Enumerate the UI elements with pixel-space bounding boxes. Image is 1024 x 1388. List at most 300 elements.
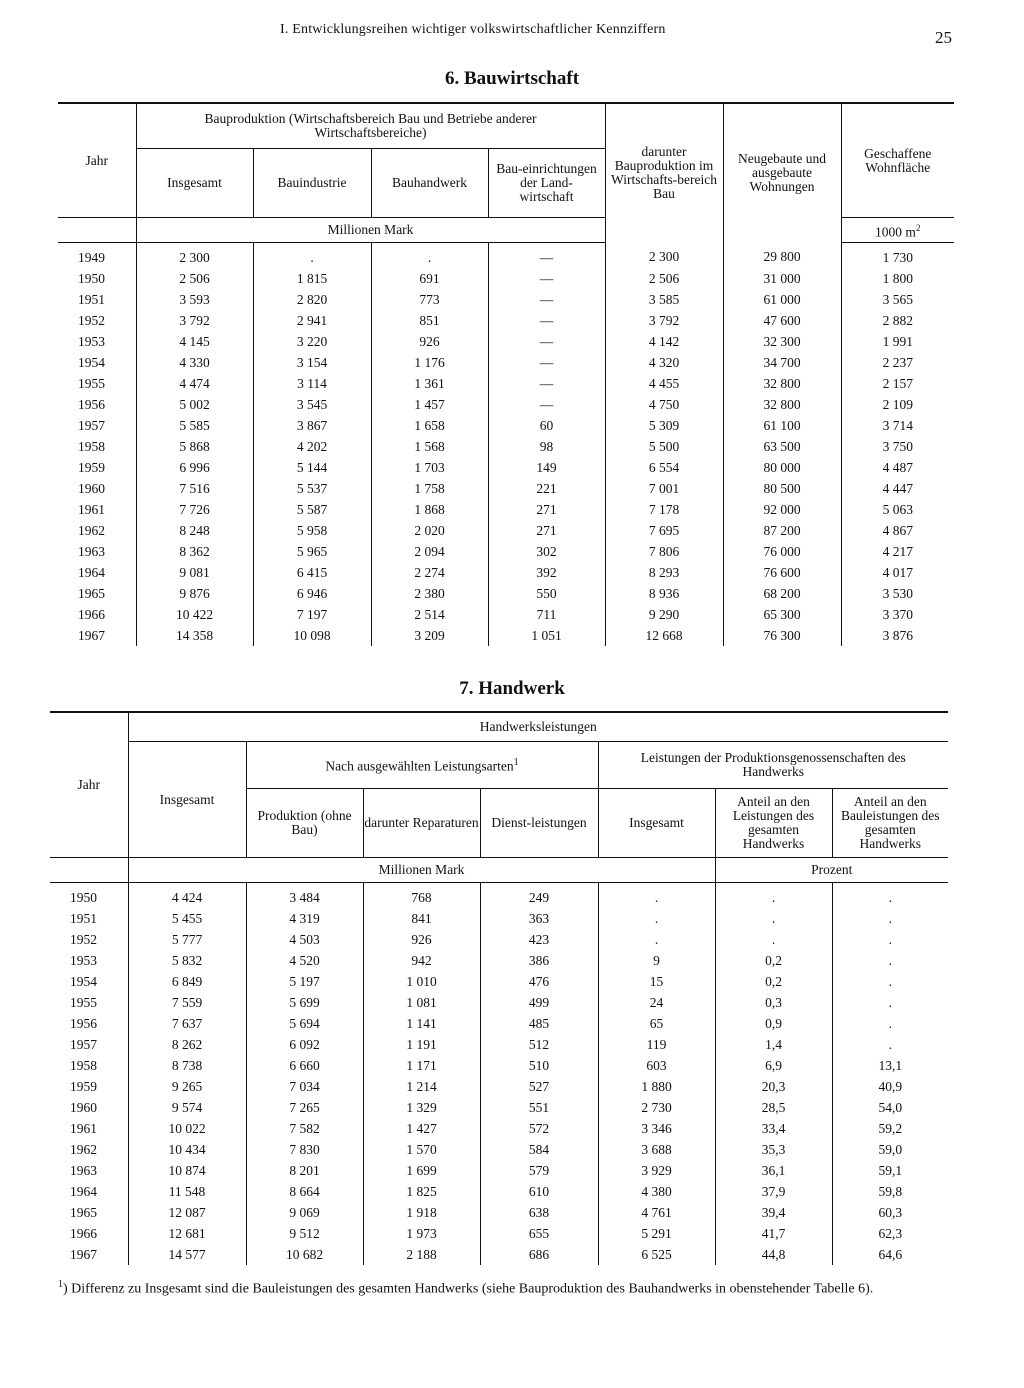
reparaturen-cell: 1 081 [363,992,480,1013]
insgesamt-cell: 5 868 [136,436,253,457]
reparaturen-cell: 1 141 [363,1013,480,1034]
produktion-cell: 7 830 [246,1139,363,1160]
dienstleistungen-cell: 551 [480,1097,598,1118]
darunter-bau-cell: 4 455 [605,373,723,394]
dienstleistungen-cell: 579 [480,1160,598,1181]
year-cell: 1962 [78,522,105,538]
dienstleistungen-cell: 510 [480,1055,598,1076]
table-row [50,1013,948,1034]
bauhandwerk-cell: 1 658 [371,415,488,436]
dienstleistungen-header: Dienst-leistungen [480,789,598,858]
wohnflaeche-cell: 4 487 [841,457,954,478]
reparaturen-cell: 2 188 [363,1244,480,1265]
wohnungen-cell: 63 500 [723,436,841,457]
wohnflaeche-cell: 1 800 [841,268,954,289]
landwirtschaft-cell: — [488,268,605,289]
darunter-bau-cell: 12 668 [605,625,723,646]
bauhandwerk-cell: . [371,243,488,269]
produktion-cell: 8 664 [246,1181,363,1202]
table-row [50,1034,948,1055]
insgesamt-header: Insgesamt [128,742,246,858]
year-cell: 1963 [70,1162,97,1178]
year-cell: 1966 [70,1225,97,1241]
reparaturen-cell: 1 973 [363,1223,480,1244]
wohnflaeche-cell: 1 730 [841,243,954,269]
insgesamt-cell: 10 022 [128,1118,246,1139]
anteil-leistungen-cell: 41,7 [715,1223,832,1244]
table-row [50,1223,948,1244]
year-cell: 1952 [78,312,105,328]
insgesamt-cell: 4 145 [136,331,253,352]
insgesamt-cell: 5 585 [136,415,253,436]
year-cell: 1961 [70,1120,97,1136]
wohnflaeche-cell: 4 867 [841,520,954,541]
wohnungen-cell: 76 300 [723,625,841,646]
insgesamt-cell: 8 262 [128,1034,246,1055]
dienstleistungen-cell: 423 [480,929,598,950]
insgesamt-cell: 10 434 [128,1139,246,1160]
wohnungen-cell: 76 000 [723,541,841,562]
year-header: Jahr [58,103,136,218]
produktion-cell: 4 503 [246,929,363,950]
table-row [58,268,954,289]
pgh-insgesamt-cell: . [598,929,715,950]
table-row [58,604,954,625]
anteil-leistungen-cell: . [715,929,832,950]
year-cell: 1963 [78,543,105,559]
reparaturen-cell: 1 191 [363,1034,480,1055]
table-row [58,499,954,520]
table-row [50,1097,948,1118]
darunter-bau-cell: 2 300 [605,243,723,269]
insgesamt-cell: 6 849 [128,971,246,992]
bauhandwerk-cell: 851 [371,310,488,331]
anteil-bauleistungen-cell: 60,3 [832,1202,948,1223]
anteil-bauleistungen-cell: 59,2 [832,1118,948,1139]
anteil-leistungen-cell: 0,2 [715,950,832,971]
anteil-leistungen-cell: 36,1 [715,1160,832,1181]
table7-title: 7. Handwerk [459,678,565,699]
year-cell: 1953 [70,952,97,968]
wohnflaeche-cell: 2 237 [841,352,954,373]
bauhandwerk-cell: 2 380 [371,583,488,604]
year-cell: 1957 [78,417,105,433]
wohnungen-cell: 65 300 [723,604,841,625]
pgh-insgesamt-cell: 9 [598,950,715,971]
year-cell: 1955 [78,375,105,391]
dienstleistungen-cell: 512 [480,1034,598,1055]
page-number: 25 [935,28,952,47]
bauindustrie-cell: 10 098 [253,625,371,646]
dienstleistungen-cell: 655 [480,1223,598,1244]
table-handwerk [50,711,948,1265]
anteil-bauleistungen-cell: 64,6 [832,1244,948,1265]
table-row [50,1202,948,1223]
anteil-leistungen-header: Anteil an den Leistungen des gesamten Handwerks [715,789,832,858]
landwirtschaft-cell: 271 [488,499,605,520]
pgh-insgesamt-cell: 3 688 [598,1139,715,1160]
anteil-bauleistungen-cell: . [832,1034,948,1055]
reparaturen-cell: 942 [363,950,480,971]
dienstleistungen-cell: 527 [480,1076,598,1097]
reparaturen-cell: 768 [363,883,480,909]
wohnungen-header: Neugebaute und ausgebaute Wohnungen [723,103,841,243]
reparaturen-cell: 1 918 [363,1202,480,1223]
bauhandwerk-cell: 1 568 [371,436,488,457]
anteil-leistungen-cell: 35,3 [715,1139,832,1160]
produktion-cell: 7 582 [246,1118,363,1139]
anteil-bauleistungen-cell: 13,1 [832,1055,948,1076]
year-cell: 1955 [70,994,97,1010]
wohnflaeche-header: Geschaffene Wohnfläche [841,103,954,218]
wohnungen-cell: 80 500 [723,478,841,499]
anteil-bauleistungen-cell: 62,3 [832,1223,948,1244]
table-row [50,908,948,929]
insgesamt-cell: 4 474 [136,373,253,394]
anteil-bauleistungen-cell: . [832,883,948,909]
table-row [58,352,954,373]
anteil-leistungen-cell: 28,5 [715,1097,832,1118]
table-row [58,394,954,415]
table-row [58,436,954,457]
wohnungen-cell: 61 000 [723,289,841,310]
pgh-insgesamt-cell: 15 [598,971,715,992]
pgh-insgesamt-header: Insgesamt [598,789,715,858]
wohnungen-cell: 87 200 [723,520,841,541]
anteil-bauleistungen-cell: . [832,950,948,971]
footnote [58,1277,948,1298]
landwirtschaft-cell: 392 [488,562,605,583]
bauindustrie-cell: 5 587 [253,499,371,520]
footnote-text: Differenz zu Insgesamt sind die Bauleistungen des gesamten Handwerks (siehe Bauproduktion des Bauhandwerks in obenstehender Tabelle 6). [71,1281,874,1297]
bauhandwerk-cell: 1 361 [371,373,488,394]
insgesamt-cell: 9 081 [136,562,253,583]
anteil-bauleistungen-cell: 54,0 [832,1097,948,1118]
insgesamt-cell: 5 455 [128,908,246,929]
insgesamt-cell: 7 726 [136,499,253,520]
landwirtschaft-cell: 302 [488,541,605,562]
darunter-bau-cell: 2 506 [605,268,723,289]
pgh-insgesamt-cell: . [598,883,715,909]
running-title: I. Entwicklungsreihen wichtiger volkswirtschaftlicher Kennziffern [280,22,666,37]
pgh-insgesamt-cell: 1 880 [598,1076,715,1097]
bauindustrie-cell: . [253,243,371,269]
insgesamt-cell: 9 876 [136,583,253,604]
anteil-bauleistungen-cell: . [832,992,948,1013]
year-cell: 1964 [78,564,105,580]
wohnflaeche-cell: 1 991 [841,331,954,352]
anteil-bauleistungen-cell: 59,8 [832,1181,948,1202]
table-row [50,883,948,909]
bauindustrie-cell: 6 415 [253,562,371,583]
anteil-bauleistungen-cell: 40,9 [832,1076,948,1097]
reparaturen-cell: 841 [363,908,480,929]
wohnflaeche-cell: 3 714 [841,415,954,436]
wohnungen-cell: 32 800 [723,394,841,415]
dienstleistungen-cell: 572 [480,1118,598,1139]
bauindustrie-cell: 5 144 [253,457,371,478]
wohnflaeche-cell: 3 876 [841,625,954,646]
year-cell: 1951 [70,910,97,926]
landwirtschaft-cell: — [488,352,605,373]
reparaturen-cell: 1 329 [363,1097,480,1118]
dienstleistungen-cell: 584 [480,1139,598,1160]
table-row [50,929,948,950]
anteil-leistungen-cell: . [715,883,832,909]
year-cell: 1960 [78,480,105,496]
year-cell: 1967 [78,627,105,643]
unit-prozent: Prozent [715,858,948,883]
table-row [58,310,954,331]
year-cell: 1962 [70,1141,97,1157]
insgesamt-cell: 2 506 [136,268,253,289]
wohnungen-cell: 68 200 [723,583,841,604]
darunter-bau-cell: 8 936 [605,583,723,604]
pgh-insgesamt-cell: 4 761 [598,1202,715,1223]
darunter-bau-cell: 7 001 [605,478,723,499]
insgesamt-cell: 6 996 [136,457,253,478]
insgesamt-cell: 9 265 [128,1076,246,1097]
bauhandwerk-cell: 1 457 [371,394,488,415]
darunter-bau-cell: 8 293 [605,562,723,583]
landwirtschaft-cell: — [488,289,605,310]
year-header: Jahr [50,712,128,858]
table-row [50,1139,948,1160]
bauindustrie-cell: 1 815 [253,268,371,289]
landwirtschaft-cell: 271 [488,520,605,541]
wohnflaeche-cell: 3 750 [841,436,954,457]
table-row [58,331,954,352]
darunter-bau-cell: 5 500 [605,436,723,457]
year-cell: 1958 [78,438,105,454]
bauindustrie-cell: 2 941 [253,310,371,331]
year-cell: 1949 [78,249,105,265]
table-row [50,1055,948,1076]
year-cell: 1961 [78,501,105,517]
unit-millionen-mark: Millionen Mark [136,218,605,243]
anteil-leistungen-cell: 0,9 [715,1013,832,1034]
bauindustrie-cell: 2 820 [253,289,371,310]
anteil-leistungen-cell: 6,9 [715,1055,832,1076]
dienstleistungen-cell: 686 [480,1244,598,1265]
wohnflaeche-cell: 3 370 [841,604,954,625]
year-cell: 1950 [70,889,97,905]
insgesamt-cell: 4 330 [136,352,253,373]
insgesamt-cell: 14 358 [136,625,253,646]
anteil-leistungen-cell: 37,9 [715,1181,832,1202]
darunter-bau-cell: 7 178 [605,499,723,520]
bauhandwerk-cell: 926 [371,331,488,352]
anteil-leistungen-cell: 39,4 [715,1202,832,1223]
produktion-cell: 7 265 [246,1097,363,1118]
table-row [50,1076,948,1097]
bauindustrie-cell: 5 958 [253,520,371,541]
wohnflaeche-cell: 4 217 [841,541,954,562]
bauhandwerk-cell: 3 209 [371,625,488,646]
darunter-bau-cell: 3 792 [605,310,723,331]
insgesamt-header: Insgesamt [136,149,253,218]
leistungsarten-group-header: Nach ausgewählten Leistungsarten$^1$ [246,742,598,789]
year-cell: 1959 [78,459,105,475]
wohnflaeche-cell: 2 157 [841,373,954,394]
produktion-cell: 6 092 [246,1034,363,1055]
pgh-insgesamt-cell: 24 [598,992,715,1013]
landwirtschaft-cell: — [488,394,605,415]
insgesamt-cell: 5 777 [128,929,246,950]
pgh-insgesamt-cell: 5 291 [598,1223,715,1244]
landwirtschaft-cell: — [488,243,605,269]
year-cell: 1965 [70,1204,97,1220]
anteil-bauleistungen-cell: . [832,929,948,950]
year-cell: 1965 [78,585,105,601]
wohnungen-cell: 76 600 [723,562,841,583]
bauhandwerk-cell: 1 758 [371,478,488,499]
table-row [58,520,954,541]
landwirtschaft-cell: 60 [488,415,605,436]
darunter-bau-cell: 6 554 [605,457,723,478]
year-cell: 1959 [70,1078,97,1094]
produktion-cell: 4 520 [246,950,363,971]
bauhandwerk-cell: 1 703 [371,457,488,478]
bauindustrie-cell: 5 537 [253,478,371,499]
insgesamt-cell: 14 577 [128,1244,246,1265]
table-row [58,243,954,269]
pgh-group-header: Leistungen der Produktionsgenossenschaften des Handwerks [598,742,948,789]
wohnflaeche-cell: 4 447 [841,478,954,499]
table-row [58,583,954,604]
dienstleistungen-cell: 485 [480,1013,598,1034]
insgesamt-cell: 10 422 [136,604,253,625]
running-head [0,22,1024,47]
table-row [50,1244,948,1265]
wohnungen-cell: 47 600 [723,310,841,331]
dienstleistungen-cell: 476 [480,971,598,992]
year-cell: 1957 [70,1036,97,1052]
produktion-cell: 7 034 [246,1076,363,1097]
landwirtschaft-header: Bau-einrichtungen der Land-wirtschaft [488,149,605,218]
unit-1000-m2: 1000 $m^2$ [841,218,954,243]
unit-millionen-mark: Millionen Mark [128,858,715,883]
produktion-cell: 9 512 [246,1223,363,1244]
year-cell: 1954 [70,973,97,989]
reparaturen-header: darunter Reparaturen [363,789,480,858]
bauhandwerk-cell: 1 868 [371,499,488,520]
year-cell: 1966 [78,606,105,622]
produktion-cell: 9 069 [246,1202,363,1223]
pgh-insgesamt-cell: 6 525 [598,1244,715,1265]
wohnungen-cell: 34 700 [723,352,841,373]
table-row [50,950,948,971]
year-cell: 1960 [70,1099,97,1115]
pgh-insgesamt-cell: 2 730 [598,1097,715,1118]
bauindustrie-cell: 5 965 [253,541,371,562]
dienstleistungen-cell: 386 [480,950,598,971]
insgesamt-cell: 5 832 [128,950,246,971]
landwirtschaft-cell: 98 [488,436,605,457]
darunter-bau-cell: 3 585 [605,289,723,310]
reparaturen-cell: 926 [363,929,480,950]
pgh-insgesamt-cell: 3 929 [598,1160,715,1181]
bauindustrie-cell: 3 114 [253,373,371,394]
anteil-bauleistungen-cell: . [832,908,948,929]
table-row [50,971,948,992]
table-bauwirtschaft [58,102,954,646]
bauhandwerk-cell: 2 274 [371,562,488,583]
reparaturen-cell: 1 214 [363,1076,480,1097]
bauhandwerk-cell: 2 020 [371,520,488,541]
insgesamt-cell: 11 548 [128,1181,246,1202]
table-row [58,457,954,478]
produktion-cell: 3 484 [246,883,363,909]
dienstleistungen-cell: 363 [480,908,598,929]
produktion-cell: 4 319 [246,908,363,929]
footnote-mark: 1 [58,1279,63,1290]
anteil-leistungen-cell: 0,3 [715,992,832,1013]
footnote-close-paren: ) [63,1281,72,1297]
reparaturen-cell: 1 427 [363,1118,480,1139]
bauhandwerk-cell: 691 [371,268,488,289]
insgesamt-cell: 8 362 [136,541,253,562]
bauindustrie-cell: 3 867 [253,415,371,436]
year-cell: 1956 [70,1015,97,1031]
darunter-bau-cell: 9 290 [605,604,723,625]
dienstleistungen-cell: 638 [480,1202,598,1223]
bauindustrie-cell: 3 545 [253,394,371,415]
bauindustrie-cell: 4 202 [253,436,371,457]
wohnungen-cell: 32 800 [723,373,841,394]
dienstleistungen-cell: 499 [480,992,598,1013]
anteil-bauleistungen-cell: 59,0 [832,1139,948,1160]
year-cell: 1956 [78,396,105,412]
bauindustrie-cell: 3 154 [253,352,371,373]
insgesamt-cell: 12 087 [128,1202,246,1223]
wohnflaeche-cell: 2 882 [841,310,954,331]
insgesamt-cell: 3 593 [136,289,253,310]
pgh-insgesamt-cell: 65 [598,1013,715,1034]
wohnungen-cell: 32 300 [723,331,841,352]
wohnungen-cell: 29 800 [723,243,841,269]
wohnflaeche-cell: 4 017 [841,562,954,583]
insgesamt-cell: 5 002 [136,394,253,415]
table7-body [50,883,948,1266]
year-cell: 1952 [70,931,97,947]
reparaturen-cell: 1 570 [363,1139,480,1160]
bauhandwerk-header: Bauhandwerk [371,149,488,218]
year-cell: 1958 [70,1057,97,1073]
bauproduktion-group-header: Bauproduktion (Wirtschaftsbereich Bau und Betriebe anderer Wirtschaftsbereiche) [136,103,605,149]
produktion-cell: 10 682 [246,1244,363,1265]
year-cell: 1954 [78,354,105,370]
landwirtschaft-cell: — [488,310,605,331]
produktion-cell: 5 694 [246,1013,363,1034]
darunter-header: darunter Bauproduktion im Wirtschafts-bereich Bau [605,103,723,243]
pgh-insgesamt-cell: 3 346 [598,1118,715,1139]
pgh-insgesamt-cell: 4 380 [598,1181,715,1202]
dienstleistungen-cell: 610 [480,1181,598,1202]
landwirtschaft-cell: 1 051 [488,625,605,646]
reparaturen-cell: 1 010 [363,971,480,992]
table-row [50,1160,948,1181]
anteil-leistungen-cell: 0,2 [715,971,832,992]
reparaturen-cell: 1 699 [363,1160,480,1181]
reparaturen-cell: 1 171 [363,1055,480,1076]
anteil-bauleistungen-cell: . [832,971,948,992]
produktion-cell: 8 201 [246,1160,363,1181]
pgh-insgesamt-cell: 603 [598,1055,715,1076]
bauhandwerk-cell: 2 094 [371,541,488,562]
handwerksleistungen-header: Handwerksleistungen [128,712,948,742]
pgh-insgesamt-cell: 119 [598,1034,715,1055]
